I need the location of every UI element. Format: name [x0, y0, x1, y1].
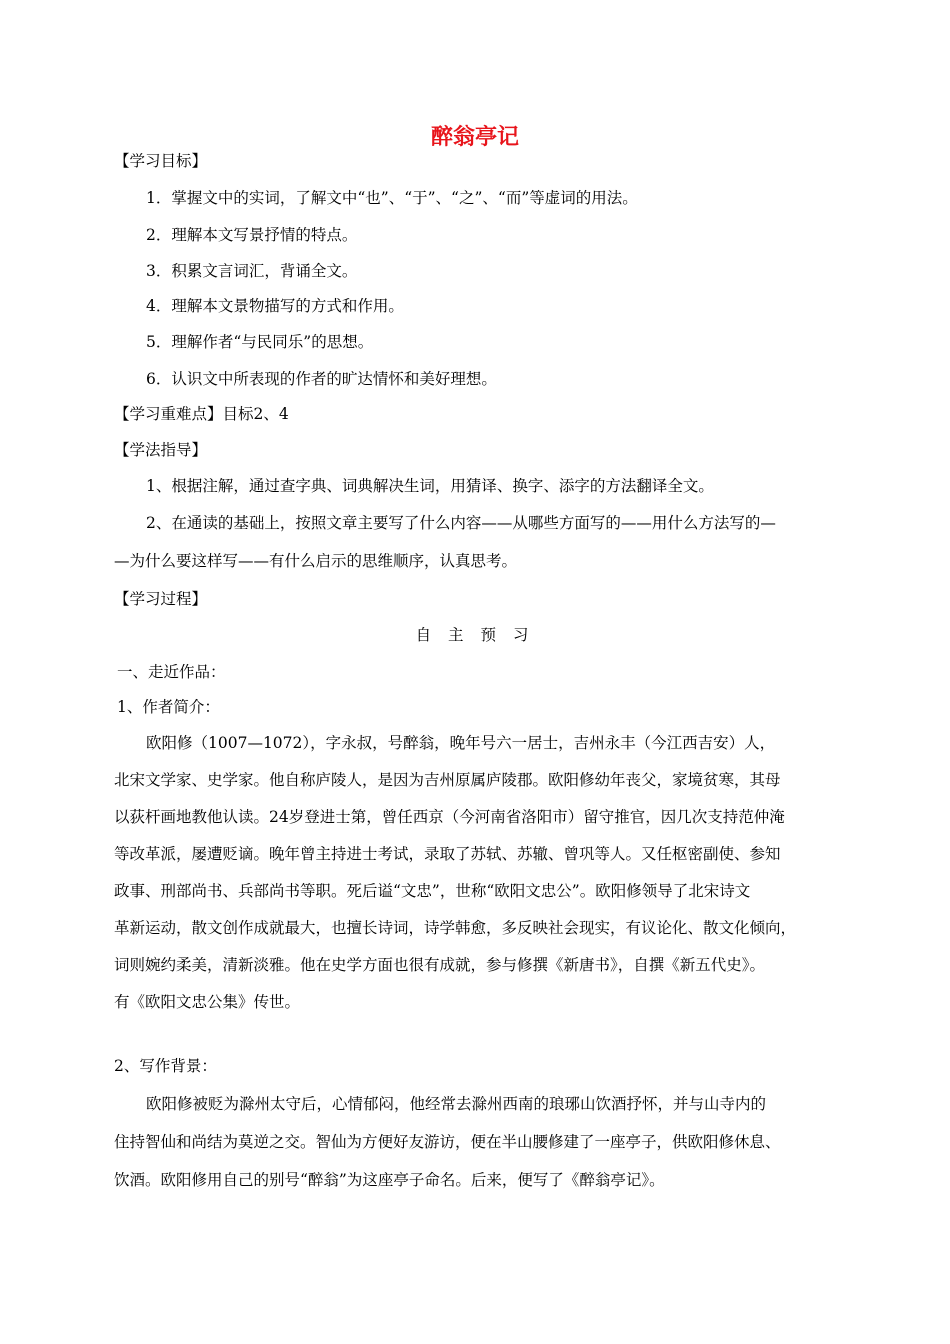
method-item: 2、在通读的基础上，按照文章主要写了什么内容——从哪些方面写的——用什么方法写的— [146, 514, 776, 532]
objective-item: 4．理解本文景物描写的方式和作用。 [146, 297, 404, 315]
heading-author-intro: 1、作者简介： [117, 698, 220, 716]
author-paragraph-line: 革新运动，散文创作成就最大，也擅长诗词，诗学韩愈，多反映社会现实，有议论化、散文化倾向， [114, 919, 797, 937]
author-paragraph-line: 政事、刑部尚书、兵部尚书等职。死后谥“文忠”，世称“欧阳文忠公”。欧阳修领导了北宋诗文 [114, 882, 751, 900]
heading-background: 2、写作背景： [114, 1057, 217, 1075]
author-paragraph-line: 等改革派，屡遭贬谪。晚年曾主持进士考试，录取了苏轼、苏辙、曾巩等人。又任枢密副使、参知 [114, 845, 781, 863]
objective-item: 6．认识文中所表现的作者的旷达情怀和美好理想。 [146, 370, 497, 388]
objective-item: 5．理解作者“与民同乐”的思想。 [146, 333, 374, 351]
section-heading-method: 【学法指导】 [114, 441, 208, 459]
background-paragraph-line: 欧阳修被贬为滁州太守后，心情郁闷，他经常去滁州西南的琅琊山饮酒抒怀，并与山寺内的 [146, 1095, 767, 1113]
page-title: 醉翁亭记 [430, 125, 519, 150]
section-heading-key-points: 【学习重难点】目标2、4 [114, 405, 289, 423]
author-paragraph-line: 词则婉约柔美，清新淡雅。他在史学方面也很有成就，参与修撰《新唐书》，自撰《新五代史》。 [114, 956, 766, 974]
author-paragraph-line: 北宋文学家、史学家。他自称庐陵人，是因为吉州原属庐陵郡。欧阳修幼年丧父，家境贫寒，其母 [114, 771, 781, 789]
background-paragraph-line: 饮酒。欧阳修用自己的别号“醉翁”为这座亭子命名。后来，便写了《醉翁亭记》。 [114, 1171, 665, 1189]
section-heading-objectives: 【学习目标】 [114, 152, 208, 170]
method-item-continued: —为什么要这样写——有什么启示的思维顺序，认真思考。 [114, 552, 518, 570]
objective-item: 3．积累文言词汇，背诵全文。 [146, 262, 358, 280]
author-paragraph-line: 以荻杆画地教他认读。24岁登进士第，曾任西京（今河南省洛阳市）留守推官，因几次支持范仲淹 [114, 808, 785, 826]
heading-approach-work: 一、走近作品： [117, 663, 226, 681]
objective-item: 1．掌握文中的实词，了解文中“也”、“于”、“之”、“而”等虚词的用法。 [146, 189, 638, 207]
objective-item: 2．理解本文写景抒情的特点。 [146, 226, 358, 244]
section-heading-process: 【学习过程】 [114, 590, 208, 608]
author-paragraph-line: 欧阳修（1007—1072），字永叔，号醉翁，晚年号六一居士，吉州永丰（今江西吉安）人， [146, 734, 776, 752]
background-paragraph-line: 住持智仙和尚结为莫逆之交。智仙为方便好友游访，便在半山腰修建了一座亭子，供欧阳修休息、 [114, 1133, 781, 1151]
author-paragraph-line: 有《欧阳文忠公集》传世。 [114, 993, 301, 1011]
method-item: 1、根据注解，通过查字典、词典解决生词，用猜译、换字、添字的方法翻译全文。 [146, 477, 714, 495]
subheading-self-study: 自 主 预 习 [415, 626, 535, 644]
